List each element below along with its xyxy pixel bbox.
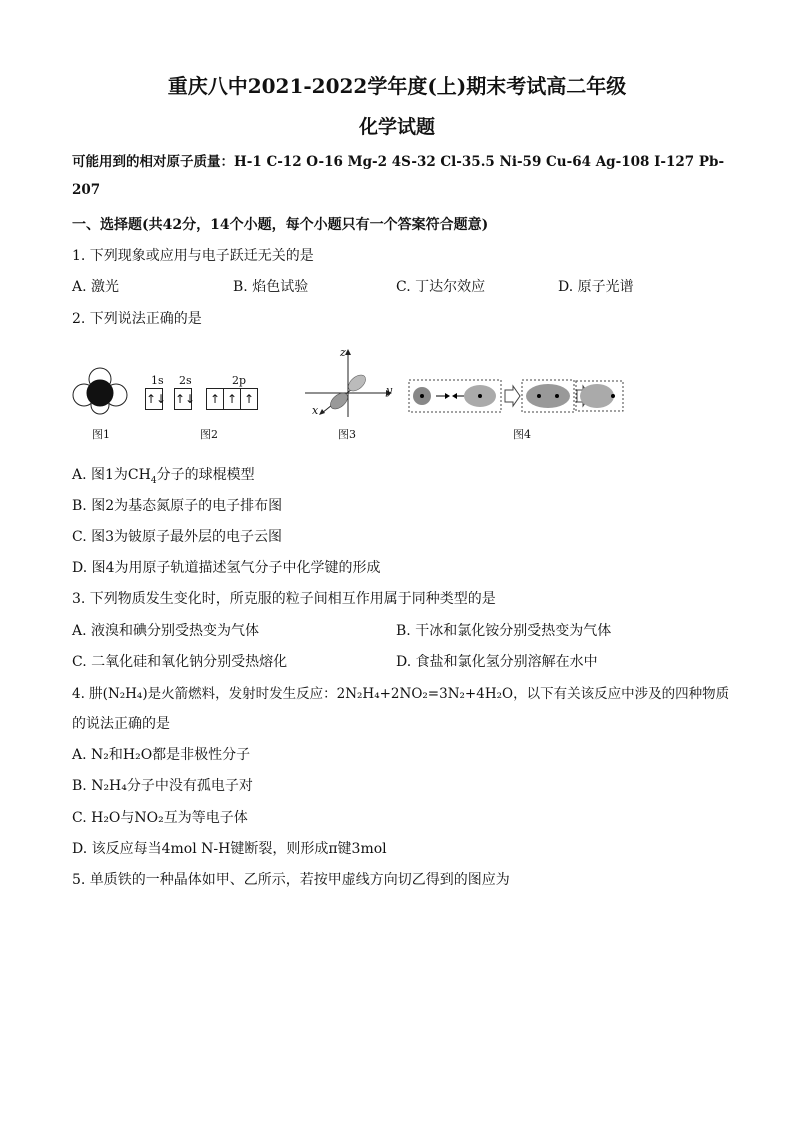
q1-option-a: A. 激光 [72, 279, 120, 295]
orbital-box-2s: ↑↓ [174, 388, 192, 410]
q2-option-a: A. 图1为$CH_4$分子的球棍模型 [72, 467, 255, 486]
axis-y-label: y [386, 384, 393, 397]
q5-stem: 5. 单质铁的一种晶体如甲、乙所示，若按甲虚线方向切乙得到的图应为 [72, 872, 510, 888]
exam-title: 重庆八中2021-2022学年度(上)期末考试高二年级 [167, 74, 627, 98]
label-2s: 2s [179, 374, 192, 387]
axis-x-label: x [312, 404, 319, 417]
exam-subtitle: 化学试题 [358, 116, 435, 138]
label-1s: 1s [151, 374, 164, 387]
q3-stem: 3. 下列物质发生变化时，所克服的粒子间相互作用属于同种类型的是 [72, 591, 496, 607]
q3-option-c: C. 二氧化硅和氧化钠分别受热熔化 [72, 654, 288, 670]
q1-option-c: C. 丁达尔效应 [396, 279, 486, 295]
label-2p: 2p [232, 374, 247, 387]
q2-option-c: C. 图3为铍原子最外层的电子云图 [72, 529, 283, 545]
q4-option-c: C. H₂O与NO₂互为等电子体 [72, 810, 248, 826]
q4-stem-line1: 4. 肼(N₂H₄)是火箭燃料，发射时发生反应：2N₂H₄+2NO₂=3N₂+4H₂O，以下有关该反应中涉及的四种物质 [72, 686, 730, 702]
q1-option-b: B. 焰色试验 [233, 279, 309, 295]
atomic-masses-line1: 可能用到的相对原子质量：H-1 C-12 O-16 Mg-2 4S-32 Cl-35.5 Ni-59 Cu-64 Ag-108 I-127 Pb- [72, 154, 725, 170]
atomic-masses-line2: 207 [72, 182, 101, 198]
orbital-box-2p-2: ↑ [223, 388, 241, 410]
q4-option-a: A. N₂和H₂O都是非极性分子 [72, 747, 251, 763]
fig1-ball-model [70, 365, 130, 415]
q1-stem: 1. 下列现象或应用与电子跃迁无关的是 [72, 248, 314, 264]
q1-option-d: D. 原子光谱 [558, 279, 634, 295]
q3-option-d: D. 食盐和氯化氢分别溶解在水中 [396, 654, 598, 670]
q4-option-d: D. 该反应每当4mol N-H键断裂，则形成π键3mol [72, 841, 387, 857]
fig4-caption: 图4 [513, 428, 531, 441]
orbital-box-2p-1: ↑ [206, 388, 224, 410]
orbital-box-1s: ↑↓ [145, 388, 163, 410]
q2-option-d: D. 图4为用原子轨道描述氢气分子中化学键的形成 [72, 560, 381, 576]
fig3-caption: 图3 [338, 428, 356, 441]
section1-heading: 一、选择题(共42分，14个小题，每个小题只有一个答案符合题意) [72, 217, 489, 233]
fig1-caption: 图1 [92, 428, 110, 441]
q3-option-a: A. 液溴和碘分别受热变为气体 [72, 623, 260, 639]
orbital-box-2p-3: ↑ [240, 388, 258, 410]
fig2-caption: 图2 [200, 428, 218, 441]
q2-stem: 2. 下列说法正确的是 [72, 311, 202, 327]
q4-option-b: B. N₂H₄分子中没有孤电子对 [72, 778, 253, 794]
axis-z-label: z [340, 346, 346, 359]
q4-stem-line2: 的说法正确的是 [72, 716, 170, 732]
q3-option-b: B. 干冰和氯化铵分别受热变为气体 [396, 623, 612, 639]
q2-option-b: B. 图2为基态氮原子的电子排布图 [72, 498, 283, 514]
fig4-molecule [575, 380, 625, 412]
